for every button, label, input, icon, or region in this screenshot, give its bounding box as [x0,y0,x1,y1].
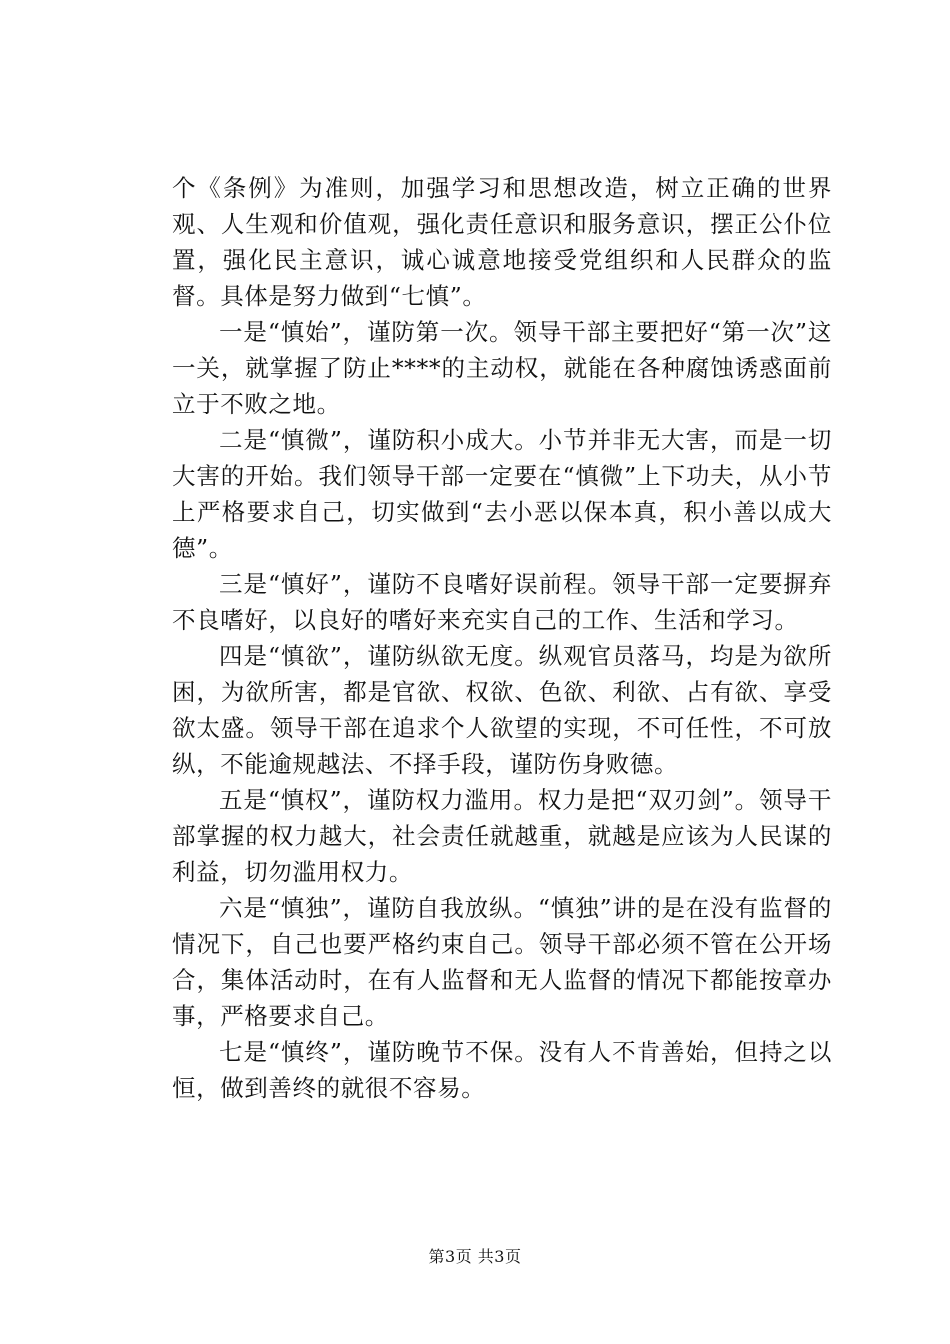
paragraph-intro-continuation: 个《条例》为准则，加强学习和思想改造，树立正确的世界观、人生观和价值观，强化责任意识和服务意识，摆正公仆位置，强化民主意识，诚心诚意地接受党组织和人民群众的监督。具体是努力做到“七慎”。 [172,174,832,310]
paragraph-shen-yu: 四是“慎欲”，谨防纵欲无度。纵观官员落马，均是为欲所困，为欲所害，都是官欲、权欲、色欲、利欲、占有欲、享受欲太盛。领导干部在追求个人欲望的实现，不可任性，不可放纵，不能逾规越法、不择手段，谨防伤身败德。 [172,642,832,778]
paragraph-shen-shi: 一是“慎始”，谨防第一次。领导干部主要把好“第一次”这一关，就掌握了防止****的主动权，就能在各种腐蚀诱惑面前立于不败之地。 [172,318,832,418]
document-body [172,170,832,1106]
paragraph-shen-zhong: 七是“慎终”，谨防晚节不保。没有人不肯善始，但持之以恒，做到善终的就很不容易。 [172,1038,832,1102]
paragraph-shen-du: 六是“慎独”，谨防自我放纵。“慎独”讲的是在没有监督的情况下，自己也要严格约束自己。领导干部必须不管在公开场合，集体活动时，在有人监督和无人监督的情况下都能按章办事，严格要求自己。 [172,894,832,1030]
paragraph-shen-quan: 五是“慎权”，谨防权力滥用。权力是把“双刃剑”。领导干部掌握的权力越大，社会责任就越重，就越是应该为人民谋的利益，切勿滥用权力。 [172,786,832,886]
paragraph-shen-hao: 三是“慎好”，谨防不良嗜好误前程。领导干部一定要摒弃不良嗜好，以良好的嗜好来充实自己的工作、生活和学习。 [172,570,832,634]
page-number-footer: 第3页 共3页 [428,1247,522,1266]
paragraph-shen-wei: 二是“慎微”，谨防积小成大。小节并非无大害，而是一切大害的开始。我们领导干部一定要在“慎微”上下功夫，从小节上严格要求自己，切实做到“去小恶以保本真，积小善以成大德”。 [172,426,832,562]
